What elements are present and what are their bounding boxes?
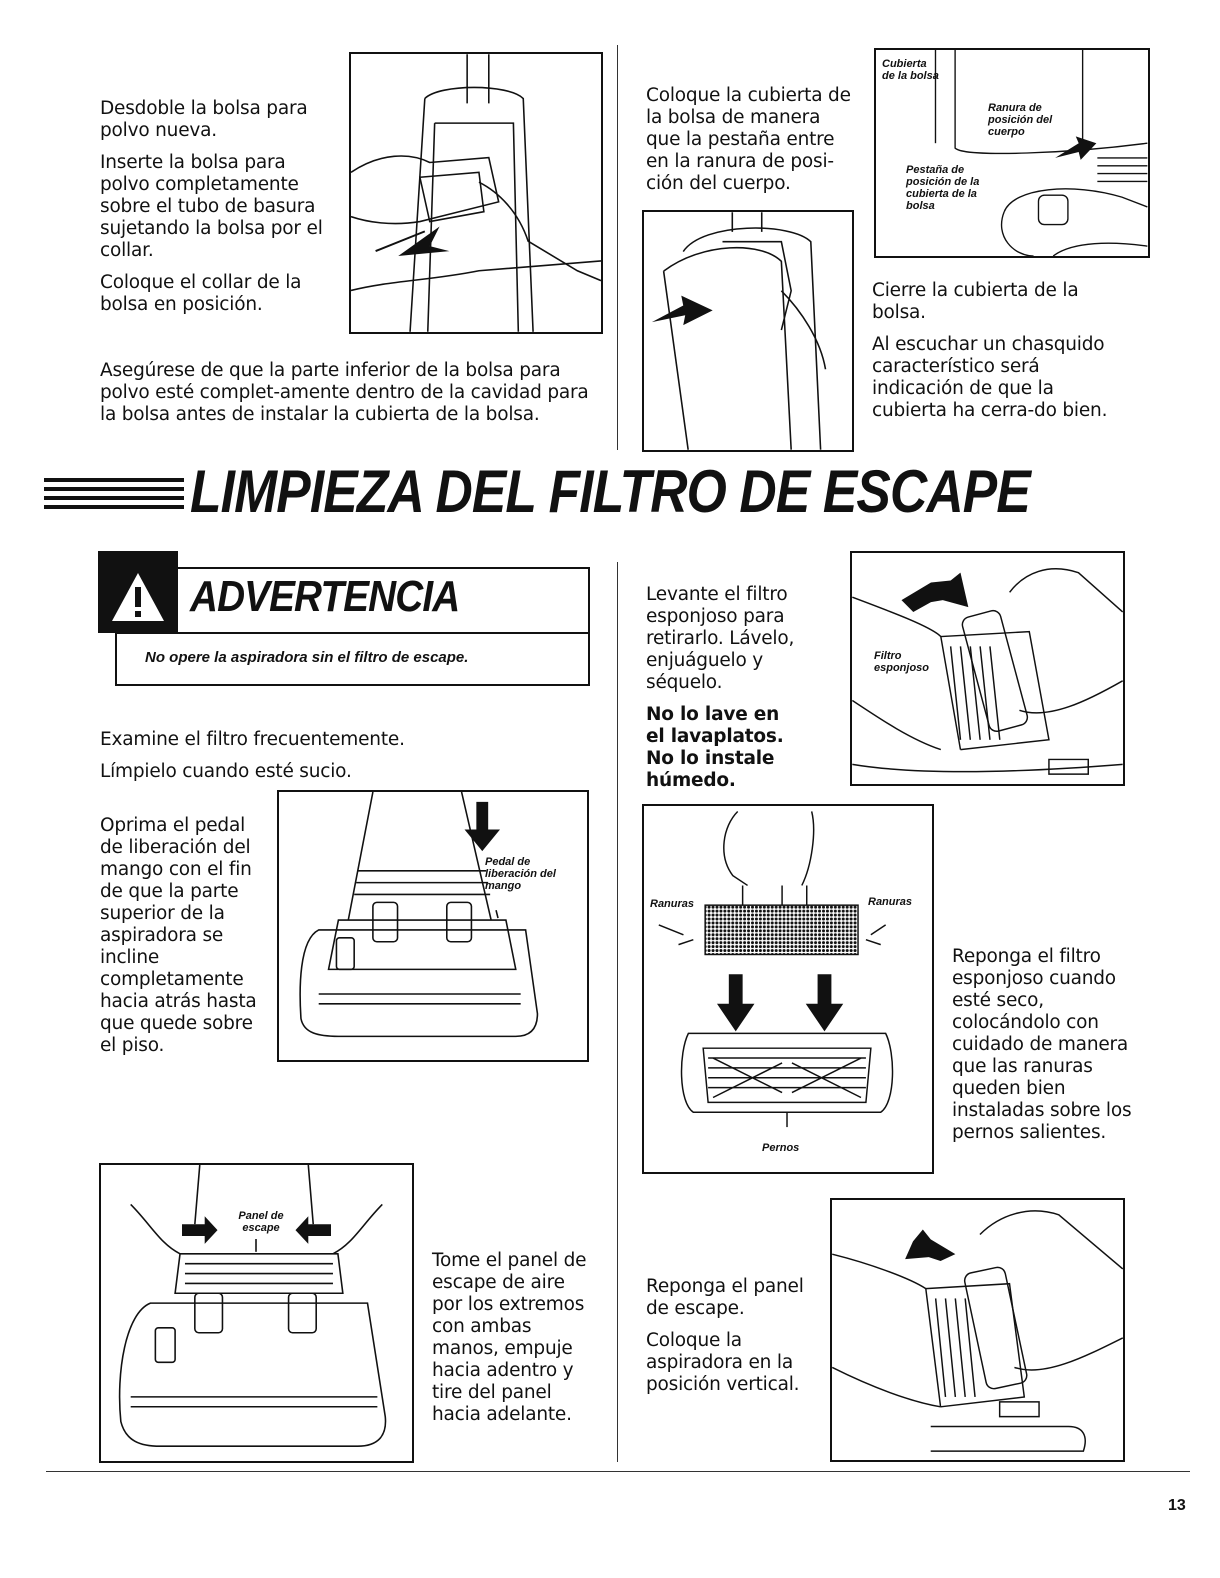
cover-slot-illustration bbox=[874, 48, 1150, 258]
panel-illustration bbox=[99, 1163, 414, 1463]
close-step-1: Cierre la cubierta de la bolsa. bbox=[872, 280, 1079, 323]
footer-rule bbox=[46, 1471, 1190, 1472]
pedal-label: Pedal de liberación del mango bbox=[485, 856, 556, 892]
replace-panel-instructions bbox=[646, 1276, 816, 1406]
slots-label-right: Ranuras bbox=[868, 896, 913, 908]
slots-label-left: Ranuras bbox=[650, 898, 695, 910]
filter-slots-illustration bbox=[642, 804, 934, 1174]
examine-line-2: Límpielo cuando esté sucio. bbox=[100, 761, 352, 782]
lift-warning-text: No lo lave en el lavaplatos. No lo instale húmedo. bbox=[646, 704, 784, 791]
cover-label: Cubierta de la bolsa bbox=[882, 58, 939, 82]
unfold-step-3: Coloque el collar de la bolsa en posición. bbox=[100, 272, 302, 315]
close-step-2: Al escuchar un chasquido característico será indicación de que la cubierta ha cerra-do bien. bbox=[872, 334, 1108, 421]
pedal-illustration bbox=[277, 790, 589, 1062]
warning-text: No opere la aspiradora sin el filtro de escape. bbox=[145, 649, 469, 666]
ensure-bag-text: Asegúrese de que la parte inferior de la bolsa para polvo esté complet-amente dentro de la cavidad para la bolsa antes de instalar la cubierta de la bolsa. bbox=[100, 360, 589, 425]
close-instructions bbox=[872, 280, 1122, 432]
pins-label: Pernos bbox=[762, 1142, 800, 1154]
replace-panel-step-2: Coloque la aspiradora en la posición vertical. bbox=[646, 1330, 800, 1395]
cover-instructions: Coloque la cubierta de la bolsa de manera que la pestaña entre en la ranura de posi-ción del cuerpo. bbox=[646, 85, 851, 194]
column-divider-bottom bbox=[617, 562, 618, 1462]
replace-panel-step-1: Reponga el panel de escape. bbox=[646, 1276, 804, 1319]
column-divider-top bbox=[617, 45, 618, 450]
warning-icon-block bbox=[98, 551, 178, 633]
page-number: 13 bbox=[1168, 1497, 1186, 1514]
unfold-instructions bbox=[100, 98, 335, 326]
tab-label: Pestaña de posición de la cubierta de la bolsa bbox=[906, 164, 980, 212]
insert-bag-illustration bbox=[349, 52, 603, 334]
panel-label: Panel de escape bbox=[238, 1210, 284, 1234]
pedal-instructions: Oprima el pedal de liberación del mango con el fin de que la parte superior de la aspiradora se incline completamente hacia atrás hasta que quede sobre el piso. bbox=[100, 815, 257, 1056]
lift-text: Levante el filtro esponjoso para retirarlo. Lávelo, enjuáguelo y séquelo. bbox=[646, 584, 795, 693]
slot-label: Ranura de posición del cuerpo bbox=[988, 102, 1053, 138]
cover-bag-illustration bbox=[642, 210, 854, 452]
replace-filter-instructions: Reponga el filtro esponjoso cuando esté seco, colocándolo con cuidado de manera que las ranuras queden bien instaladas sobre los pernos salientes. bbox=[952, 946, 1132, 1143]
lift-filter-illustration bbox=[850, 551, 1125, 786]
filter-label: Filtro esponjoso bbox=[874, 650, 930, 674]
lift-instructions bbox=[646, 584, 796, 802]
examine-text bbox=[100, 729, 430, 793]
title-stripes bbox=[44, 478, 184, 509]
warning-triangle-icon bbox=[98, 551, 178, 633]
warning-divider bbox=[178, 632, 590, 634]
warning-title: ADVERTENCIA bbox=[190, 572, 460, 621]
unfold-step-1: Desdoble la bolsa para polvo nueva. bbox=[100, 98, 308, 141]
section-title: LIMPIEZA DEL FILTRO DE ESCAPE bbox=[190, 458, 1030, 525]
warning-divider-left bbox=[115, 632, 178, 634]
unfold-step-2: Inserte la bolsa para polvo completamente sobre el tubo de basura sujetando la bolsa por el collar. bbox=[100, 152, 323, 261]
replace-panel-illustration bbox=[830, 1198, 1125, 1462]
panel-instructions: Tome el panel de escape de aire por los extremos con ambas manos, empuje hacia adentro y tire del panel hacia adelante. bbox=[432, 1250, 587, 1425]
examine-line-1: Examine el filtro frecuentemente. bbox=[100, 729, 405, 750]
